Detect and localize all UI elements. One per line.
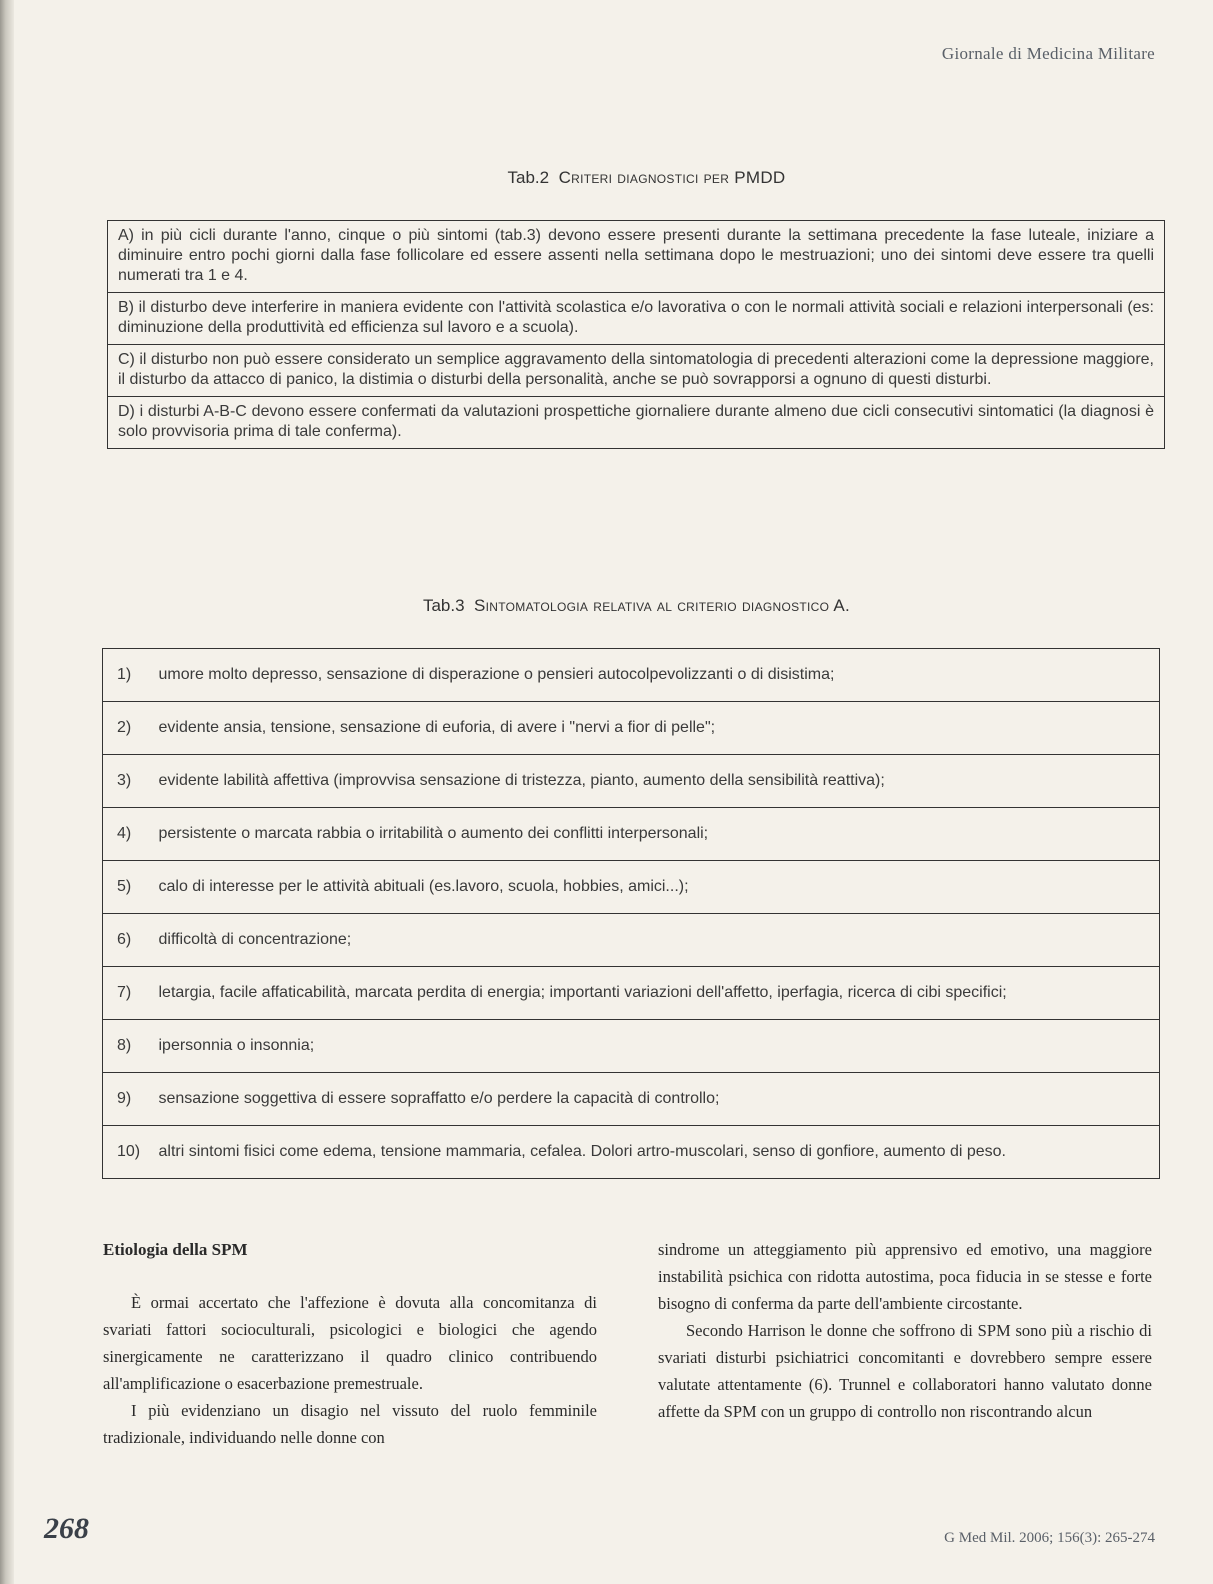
table-row	[103, 1073, 1160, 1126]
symptom-text: umore molto depresso, sensazione di disperazione o pensieri autocolpevolizzanti o di disistima;	[153, 649, 1160, 702]
criterion-d: D) i disturbi A-B-C devono essere confermati da valutazioni prospettiche giornaliere durante almeno due cicli consecutivi sintomatici (la diagnosi è solo provvisoria prima di tale conferma).	[108, 397, 1165, 449]
body-column-right	[658, 1236, 1152, 1425]
table-row	[103, 808, 1160, 861]
citation: G Med Mil. 2006; 156(3): 265-274	[944, 1530, 1155, 1546]
criterion-c: C) il disturbo non può essere considerato un semplice aggravamento della sintomatologia di precedenti alterazioni come la depressione maggiore, il disturbo da attacco di panico, la distimia o disturbi della personalità, anche se può sovrapporsi a ognuno di questi disturbi.	[108, 345, 1165, 397]
symptom-text: ipersonnia o insonnia;	[153, 1020, 1160, 1073]
body-paragraph: I più evidenziano un disagio nel vissuto del ruolo femminile tradizionale, individuando nelle donne con	[103, 1401, 597, 1447]
running-head: Giornale di Medicina Militare	[941, 44, 1155, 63]
body-column-left	[103, 1236, 597, 1451]
table-row	[103, 967, 1160, 1020]
criterion-a: A) in più cicli durante l'anno, cinque o più sintomi (tab.3) devono essere presenti durante la settimana precedente la fase luteale, iniziare a diminuire entro pochi giorni dalla fase follicolare ed essere assenti nella settimana dopo le mestruazioni; uno dei sintomi deve essere tra quelli numerati tra 1 e 4.	[108, 221, 1165, 293]
body-paragraph: È ormai accertato che l'affezione è dovuta alla concomitanza di svariati fattori socioculturali, psicologici e biologici che agendo sinergicamente ne caratterizzano il quadro clinico contribuendo all'amplificazione o esacerbazione premestruale.	[103, 1293, 597, 1393]
symptom-text: altri sintomi fisici come edema, tensione mammaria, cefalea. Dolori artro-muscolari, senso di gonfiore, aumento di peso.	[153, 1126, 1160, 1179]
table-row	[103, 1126, 1160, 1179]
tab3-caption	[30, 596, 1213, 616]
symptom-text: sensazione soggettiva di essere sopraffatto e/o perdere la capacità di controllo;	[153, 1073, 1160, 1126]
symptom-text: difficoltà di concentrazione;	[153, 914, 1160, 967]
page-number: 268	[44, 1512, 89, 1545]
tab2-criteria-table	[107, 220, 1165, 449]
symptom-text: evidente labilità affettiva (improvvisa sensazione di tristezza, pianto, aumento della sensibilità reattiva);	[153, 755, 1160, 808]
symptom-number: 6)	[103, 914, 153, 967]
criterion-b: B) il disturbo deve interferire in maniera evidente con l'attività scolastica e/o lavorativa o con le normali attività sociali e relazioni interpersonali (es: diminuzione della produttività ed efficienza sul lavoro e a scuola).	[108, 293, 1165, 345]
tab3-prefix: Tab.3	[422, 596, 465, 615]
tab3-title: Sintomatologia relativa al criterio diagnostico A.	[474, 596, 851, 615]
table-row	[103, 755, 1160, 808]
tab2-title: Criteri diagnostici per PMDD	[558, 168, 786, 187]
symptom-number: 3)	[103, 755, 153, 808]
symptom-number: 10)	[103, 1126, 153, 1179]
symptom-text: letargia, facile affaticabilità, marcata perdita di energia; importanti variazioni dell'affetto, iperfagia, ricerca di cibi specifici;	[153, 967, 1160, 1020]
symptom-number: 1)	[103, 649, 153, 702]
tab3-symptoms-table	[102, 648, 1160, 1179]
symptom-number: 4)	[103, 808, 153, 861]
body-paragraph: Secondo Harrison le donne che soffrono di SPM sono più a rischio di svariati disturbi psichiatrici concomitanti e dovrebbero sempre essere valutate attentamente (6). Trunnel e collaboratori hanno valutato donne affette da SPM con un gruppo di controllo non riscontrando alcun	[658, 1321, 1152, 1421]
symptom-number: 8)	[103, 1020, 153, 1073]
page-binding-shadow	[0, 0, 14, 1584]
table-row	[103, 861, 1160, 914]
symptom-number: 2)	[103, 702, 153, 755]
table-row	[108, 345, 1165, 397]
tab2-caption	[40, 168, 1213, 188]
symptom-text: calo di interesse per le attività abituali (es.lavoro, scuola, hobbies, amici...);	[153, 861, 1160, 914]
tab2-prefix: Tab.2	[507, 168, 550, 187]
table-row	[103, 649, 1160, 702]
symptom-text: persistente o marcata rabbia o irritabilità o aumento dei conflitti interpersonali;	[153, 808, 1160, 861]
table-row	[108, 397, 1165, 449]
table-row	[108, 221, 1165, 293]
table-row	[103, 1020, 1160, 1073]
table-row	[108, 293, 1165, 345]
symptom-number: 5)	[103, 861, 153, 914]
table-row	[103, 702, 1160, 755]
body-paragraph: sindrome un atteggiamento più apprensivo ed emotivo, una maggiore instabilità psichica con ridotta autostima, poca fiducia in se stesse e forte bisogno di conferma da parte dell'ambiente circostante.	[658, 1240, 1152, 1313]
symptom-number: 7)	[103, 967, 153, 1020]
table-row	[103, 914, 1160, 967]
symptom-number: 9)	[103, 1073, 153, 1126]
section-title: Etiologia della SPM	[103, 1240, 248, 1259]
symptom-text: evidente ansia, tensione, sensazione di euforia, di avere i "nervi a fior di pelle";	[153, 702, 1160, 755]
